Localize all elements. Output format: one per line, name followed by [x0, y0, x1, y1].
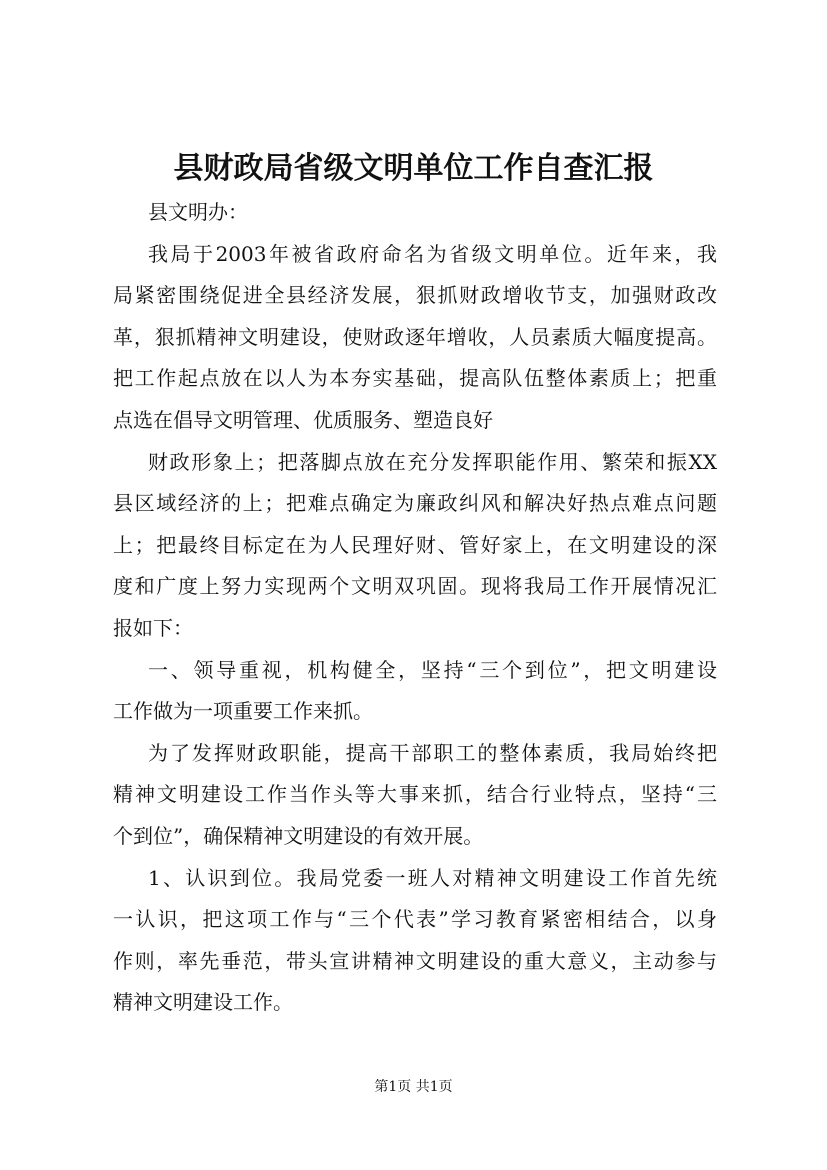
paragraph-line: 革，狠抓精神文明建设，使财政逐年增收，人员素质大幅度提高。: [113, 324, 717, 349]
paragraph-line: 个到位”，确保精神文明建设的有效开展。: [113, 823, 484, 848]
paragraph-line: 为了发挥财政职能，提高干部职工的整体素质，我局始终把: [148, 740, 717, 765]
paragraph-line: 报如下：: [113, 615, 193, 640]
paragraph-line: 精神文明建设工作。: [113, 990, 293, 1015]
paragraph-line: 县区域经济的上；把难点确定为廉政纠风和解决好热点难点问题: [113, 491, 717, 516]
paragraph-line: 1、认识到位。我局党委一班人对精神文明建设工作首先统: [148, 865, 717, 890]
paragraph-goals: [113, 442, 717, 650]
paragraph-line: 度和广度上努力实现两个文明双巩固。现将我局工作开展情况汇: [113, 574, 717, 599]
salutation: 县文明办：: [148, 200, 248, 224]
section-heading-1: [113, 650, 717, 733]
paragraph-line: 一、领导重视，机构健全，坚持“三个到位”，把文明建设: [148, 657, 717, 682]
paragraph-line: 工作做为一项重要工作来抓。: [113, 699, 373, 724]
document-body: [113, 192, 717, 1024]
paragraph-line: 点选在倡导文明管理、优质服务、塑造良好: [113, 407, 493, 432]
paragraph-line: 一认识，把这项工作与“三个代表”学习教育紧密相结合，以身: [113, 907, 717, 932]
paragraph-line: 把工作起点放在以人为本夯实基础，提高队伍整体素质上；把重: [113, 366, 717, 391]
paragraph-line: 局紧密围绕促进全县经济发展，狠抓财政增收节支，加强财政改: [113, 283, 717, 308]
document-title: 县财政局省级文明单位工作自查汇报: [173, 151, 654, 186]
paragraph-line: 精神文明建设工作当作头等大事来抓，结合行业特点，坚持“三: [113, 782, 717, 807]
paragraph-line: 作则，率先垂范，带头宣讲精神文明建设的重大意义，主动参与: [113, 948, 717, 973]
paragraph-intro: [113, 234, 717, 442]
paragraph-line: 我局于2003年被省政府命名为省级文明单位。近年来，我: [148, 241, 717, 266]
page-number-footer: 第1页 共1页: [374, 1079, 453, 1095]
paragraph-line: 财政形象上；把落脚点放在充分发挥职能作用、繁荣和振XX: [148, 449, 717, 474]
paragraph-item-1: [113, 858, 717, 1024]
paragraph-section-1: [113, 733, 717, 858]
paragraph-line: 上；把最终目标定在为人民理好财、管好家上，在文明建设的深: [113, 532, 717, 557]
